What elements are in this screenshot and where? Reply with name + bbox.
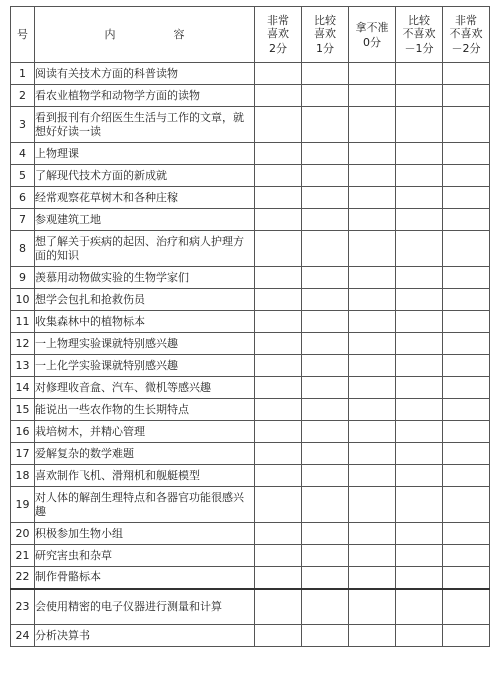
score-cell[interactable]	[396, 523, 443, 545]
table-row	[11, 289, 490, 311]
score-cell[interactable]	[349, 421, 396, 443]
score-cell[interactable]	[443, 143, 490, 165]
score-cell[interactable]	[255, 231, 302, 267]
score-cell[interactable]	[302, 231, 349, 267]
score-cell[interactable]	[396, 399, 443, 421]
score-cell[interactable]	[396, 567, 443, 589]
score-cell[interactable]	[443, 187, 490, 209]
score-cell[interactable]	[302, 545, 349, 567]
score-cell[interactable]	[349, 567, 396, 589]
score-header-line: 非常	[455, 14, 477, 27]
score-cell[interactable]	[302, 209, 349, 231]
score-cell[interactable]	[396, 165, 443, 187]
item-text: 想了解关于疾病的起因、治疗和病人护理方面的知识	[35, 231, 255, 267]
score-cell[interactable]	[396, 187, 443, 209]
item-number: 4	[11, 143, 35, 165]
item-number: 3	[11, 107, 35, 143]
score-cell[interactable]	[255, 187, 302, 209]
table-row	[11, 267, 490, 289]
score-cell[interactable]	[443, 377, 490, 399]
score-cell[interactable]	[349, 231, 396, 267]
table-row	[11, 567, 490, 589]
score-header-line: 比较	[408, 14, 430, 27]
item-number: 16	[11, 421, 35, 443]
score-cell[interactable]	[396, 107, 443, 143]
item-number: 8	[11, 231, 35, 267]
item-text: 对修理收音盒、汽车、微机等感兴趣	[35, 377, 255, 399]
score-cell[interactable]	[443, 333, 490, 355]
score-cell[interactable]	[349, 209, 396, 231]
score-cell[interactable]	[255, 377, 302, 399]
table-row	[11, 523, 490, 545]
score-cell[interactable]	[302, 143, 349, 165]
item-text: 爱解复杂的数学难题	[35, 443, 255, 465]
score-cell[interactable]	[396, 545, 443, 567]
score-value: －2分	[451, 42, 481, 55]
score-cell[interactable]	[443, 267, 490, 289]
item-number: 5	[11, 165, 35, 187]
score-cell[interactable]	[396, 209, 443, 231]
score-cell[interactable]	[349, 311, 396, 333]
score-cell[interactable]	[443, 311, 490, 333]
item-text: 分析决算书	[35, 625, 255, 647]
score-cell[interactable]	[396, 625, 443, 647]
score-cell[interactable]	[349, 377, 396, 399]
item-text: 看农业植物学和动物学方面的读物	[35, 85, 255, 107]
score-cell[interactable]	[255, 355, 302, 377]
score-cell[interactable]	[302, 523, 349, 545]
item-number: 2	[11, 85, 35, 107]
score-cell[interactable]	[396, 377, 443, 399]
item-text: 看到报刊有介绍医生生活与工作的文章，就想好好读一读	[35, 107, 255, 143]
score-cell[interactable]	[443, 63, 490, 85]
table-row	[11, 231, 490, 267]
score-cell[interactable]	[255, 589, 302, 625]
score-cell[interactable]	[302, 589, 349, 625]
score-cell[interactable]	[443, 107, 490, 143]
score-cell[interactable]	[255, 63, 302, 85]
item-number: 22	[11, 567, 35, 589]
score-cell[interactable]	[396, 443, 443, 465]
score-cell[interactable]	[396, 85, 443, 107]
table-row	[11, 165, 490, 187]
score-cell[interactable]	[302, 107, 349, 143]
score-value: 0分	[363, 35, 381, 49]
item-text: 能说出一些农作物的生长期特点	[35, 399, 255, 421]
score-cell[interactable]	[255, 107, 302, 143]
score-value: 1分	[316, 42, 334, 55]
score-cell[interactable]	[349, 165, 396, 187]
item-number: 17	[11, 443, 35, 465]
score-cell[interactable]	[302, 377, 349, 399]
score-header-very-like	[255, 7, 302, 63]
score-cell[interactable]	[443, 85, 490, 107]
score-cell[interactable]	[302, 443, 349, 465]
item-text: 制作骨骼标本	[35, 567, 255, 589]
score-cell[interactable]	[443, 231, 490, 267]
score-header-line: 拿不准	[355, 20, 389, 34]
score-cell[interactable]	[396, 421, 443, 443]
table-row	[11, 487, 490, 523]
score-cell[interactable]	[302, 311, 349, 333]
score-cell[interactable]	[255, 267, 302, 289]
score-cell[interactable]	[396, 355, 443, 377]
score-header-dislike	[396, 7, 443, 63]
score-cell[interactable]	[349, 289, 396, 311]
item-number: 7	[11, 209, 35, 231]
score-cell[interactable]	[396, 311, 443, 333]
score-cell[interactable]	[349, 625, 396, 647]
score-cell[interactable]	[396, 63, 443, 85]
score-cell[interactable]	[349, 443, 396, 465]
item-text: 对人体的解剖生理特点和各器官功能很感兴趣	[35, 487, 255, 523]
score-cell[interactable]	[443, 421, 490, 443]
score-cell[interactable]	[443, 589, 490, 625]
score-cell[interactable]	[443, 625, 490, 647]
score-cell[interactable]	[349, 187, 396, 209]
table-row	[11, 465, 490, 487]
item-number: 11	[11, 311, 35, 333]
item-number: 1	[11, 63, 35, 85]
table-row	[11, 421, 490, 443]
table-row	[11, 545, 490, 567]
survey-body	[11, 63, 490, 647]
score-cell[interactable]	[349, 267, 396, 289]
score-cell[interactable]	[443, 165, 490, 187]
score-cell[interactable]	[443, 523, 490, 545]
item-number: 15	[11, 399, 35, 421]
item-number: 14	[11, 377, 35, 399]
score-cell[interactable]	[255, 523, 302, 545]
item-number: 23	[11, 589, 35, 625]
header-row	[11, 7, 490, 63]
score-cell[interactable]	[302, 487, 349, 523]
table-row	[11, 589, 490, 625]
score-cell[interactable]	[349, 589, 396, 625]
score-cell[interactable]	[255, 311, 302, 333]
score-cell[interactable]	[255, 209, 302, 231]
item-text: 一上化学实验课就特别感兴趣	[35, 355, 255, 377]
score-cell[interactable]	[396, 487, 443, 523]
score-cell[interactable]	[302, 625, 349, 647]
item-text: 了解现代技术方面的新成就	[35, 165, 255, 187]
score-cell[interactable]	[349, 143, 396, 165]
item-text: 研究害虫和杂草	[35, 545, 255, 567]
score-cell[interactable]	[302, 355, 349, 377]
score-cell[interactable]	[255, 545, 302, 567]
score-cell[interactable]	[443, 487, 490, 523]
score-cell[interactable]	[349, 355, 396, 377]
item-text: 积极参加生物小组	[35, 523, 255, 545]
score-cell[interactable]	[349, 465, 396, 487]
table-row	[11, 333, 490, 355]
score-header-line: 比较	[314, 14, 336, 27]
score-cell[interactable]	[396, 267, 443, 289]
score-cell[interactable]	[349, 333, 396, 355]
score-header-line: 不喜欢	[402, 27, 436, 40]
score-header-line: 不喜欢	[449, 27, 483, 40]
table-row	[11, 443, 490, 465]
score-cell[interactable]	[349, 487, 396, 523]
score-cell[interactable]	[396, 289, 443, 311]
score-cell[interactable]	[396, 589, 443, 625]
table-row	[11, 187, 490, 209]
table-row	[11, 625, 490, 647]
score-cell[interactable]	[443, 209, 490, 231]
item-number: 18	[11, 465, 35, 487]
score-cell[interactable]	[443, 399, 490, 421]
score-header-like	[302, 7, 349, 63]
score-cell[interactable]	[396, 143, 443, 165]
score-cell[interactable]	[302, 333, 349, 355]
score-cell[interactable]	[255, 465, 302, 487]
score-cell[interactable]	[255, 399, 302, 421]
score-cell[interactable]	[443, 567, 490, 589]
score-header-line: 喜欢	[267, 27, 289, 40]
table-row	[11, 311, 490, 333]
interest-survey-table	[10, 6, 490, 647]
item-text: 会使用精密的电子仪器进行测量和计算	[35, 589, 255, 625]
score-header-very-dislike	[443, 7, 490, 63]
item-text: 栽培树木，并精心管理	[35, 421, 255, 443]
score-cell[interactable]	[443, 289, 490, 311]
score-header-line: 非常	[267, 14, 289, 27]
item-number: 24	[11, 625, 35, 647]
score-cell[interactable]	[349, 399, 396, 421]
score-cell[interactable]	[349, 63, 396, 85]
item-text: 阅读有关技术方面的科普读物	[35, 63, 255, 85]
score-cell[interactable]	[302, 399, 349, 421]
score-value: 2分	[269, 42, 287, 55]
table-row	[11, 143, 490, 165]
score-cell[interactable]	[396, 465, 443, 487]
item-number: 9	[11, 267, 35, 289]
score-cell[interactable]	[255, 421, 302, 443]
score-cell[interactable]	[302, 187, 349, 209]
content-header-left: 内	[104, 28, 116, 41]
item-number: 13	[11, 355, 35, 377]
score-cell[interactable]	[255, 143, 302, 165]
item-text: 收集森林中的植物标本	[35, 311, 255, 333]
item-text: 羡慕用动物做实验的生物学家们	[35, 267, 255, 289]
item-text: 喜欢制作飞机、滑翔机和舰艇模型	[35, 465, 255, 487]
table-row	[11, 377, 490, 399]
score-cell[interactable]	[255, 487, 302, 523]
score-cell[interactable]	[349, 85, 396, 107]
item-text: 上物理课	[35, 143, 255, 165]
item-text: 想学会包扎和抢救伤员	[35, 289, 255, 311]
score-cell[interactable]	[302, 85, 349, 107]
item-text: 参观建筑工地	[35, 209, 255, 231]
score-cell[interactable]	[255, 333, 302, 355]
item-number: 20	[11, 523, 35, 545]
score-cell[interactable]	[349, 545, 396, 567]
score-cell[interactable]	[443, 465, 490, 487]
table-row	[11, 399, 490, 421]
score-cell[interactable]	[255, 289, 302, 311]
score-header-unsure	[349, 7, 396, 63]
table-row	[11, 355, 490, 377]
table-row	[11, 209, 490, 231]
score-value: －1分	[404, 42, 434, 55]
table-row	[11, 107, 490, 143]
item-number: 10	[11, 289, 35, 311]
score-cell[interactable]	[302, 289, 349, 311]
item-text: 经常观察花草树木和各种庄稼	[35, 187, 255, 209]
score-header-line: 喜欢	[314, 27, 336, 40]
content-column-header	[35, 7, 255, 63]
item-number: 19	[11, 487, 35, 523]
score-cell[interactable]	[396, 231, 443, 267]
score-cell[interactable]	[443, 545, 490, 567]
score-cell[interactable]	[302, 567, 349, 589]
score-cell[interactable]	[302, 421, 349, 443]
score-cell[interactable]	[302, 465, 349, 487]
score-cell[interactable]	[302, 63, 349, 85]
table-row	[11, 63, 490, 85]
score-cell[interactable]	[349, 523, 396, 545]
score-cell[interactable]	[302, 267, 349, 289]
score-cell[interactable]	[443, 443, 490, 465]
item-number: 12	[11, 333, 35, 355]
score-cell[interactable]	[443, 355, 490, 377]
score-cell[interactable]	[349, 107, 396, 143]
item-number: 6	[11, 187, 35, 209]
score-cell[interactable]	[255, 625, 302, 647]
content-header-right: 容	[173, 28, 185, 41]
item-text: 一上物理实验课就特别感兴趣	[35, 333, 255, 355]
score-cell[interactable]	[302, 165, 349, 187]
score-cell[interactable]	[255, 443, 302, 465]
item-number: 21	[11, 545, 35, 567]
score-cell[interactable]	[396, 333, 443, 355]
score-cell[interactable]	[255, 85, 302, 107]
score-cell[interactable]	[255, 165, 302, 187]
number-column-header: 号	[11, 7, 35, 63]
score-cell[interactable]	[255, 567, 302, 589]
table-row	[11, 85, 490, 107]
